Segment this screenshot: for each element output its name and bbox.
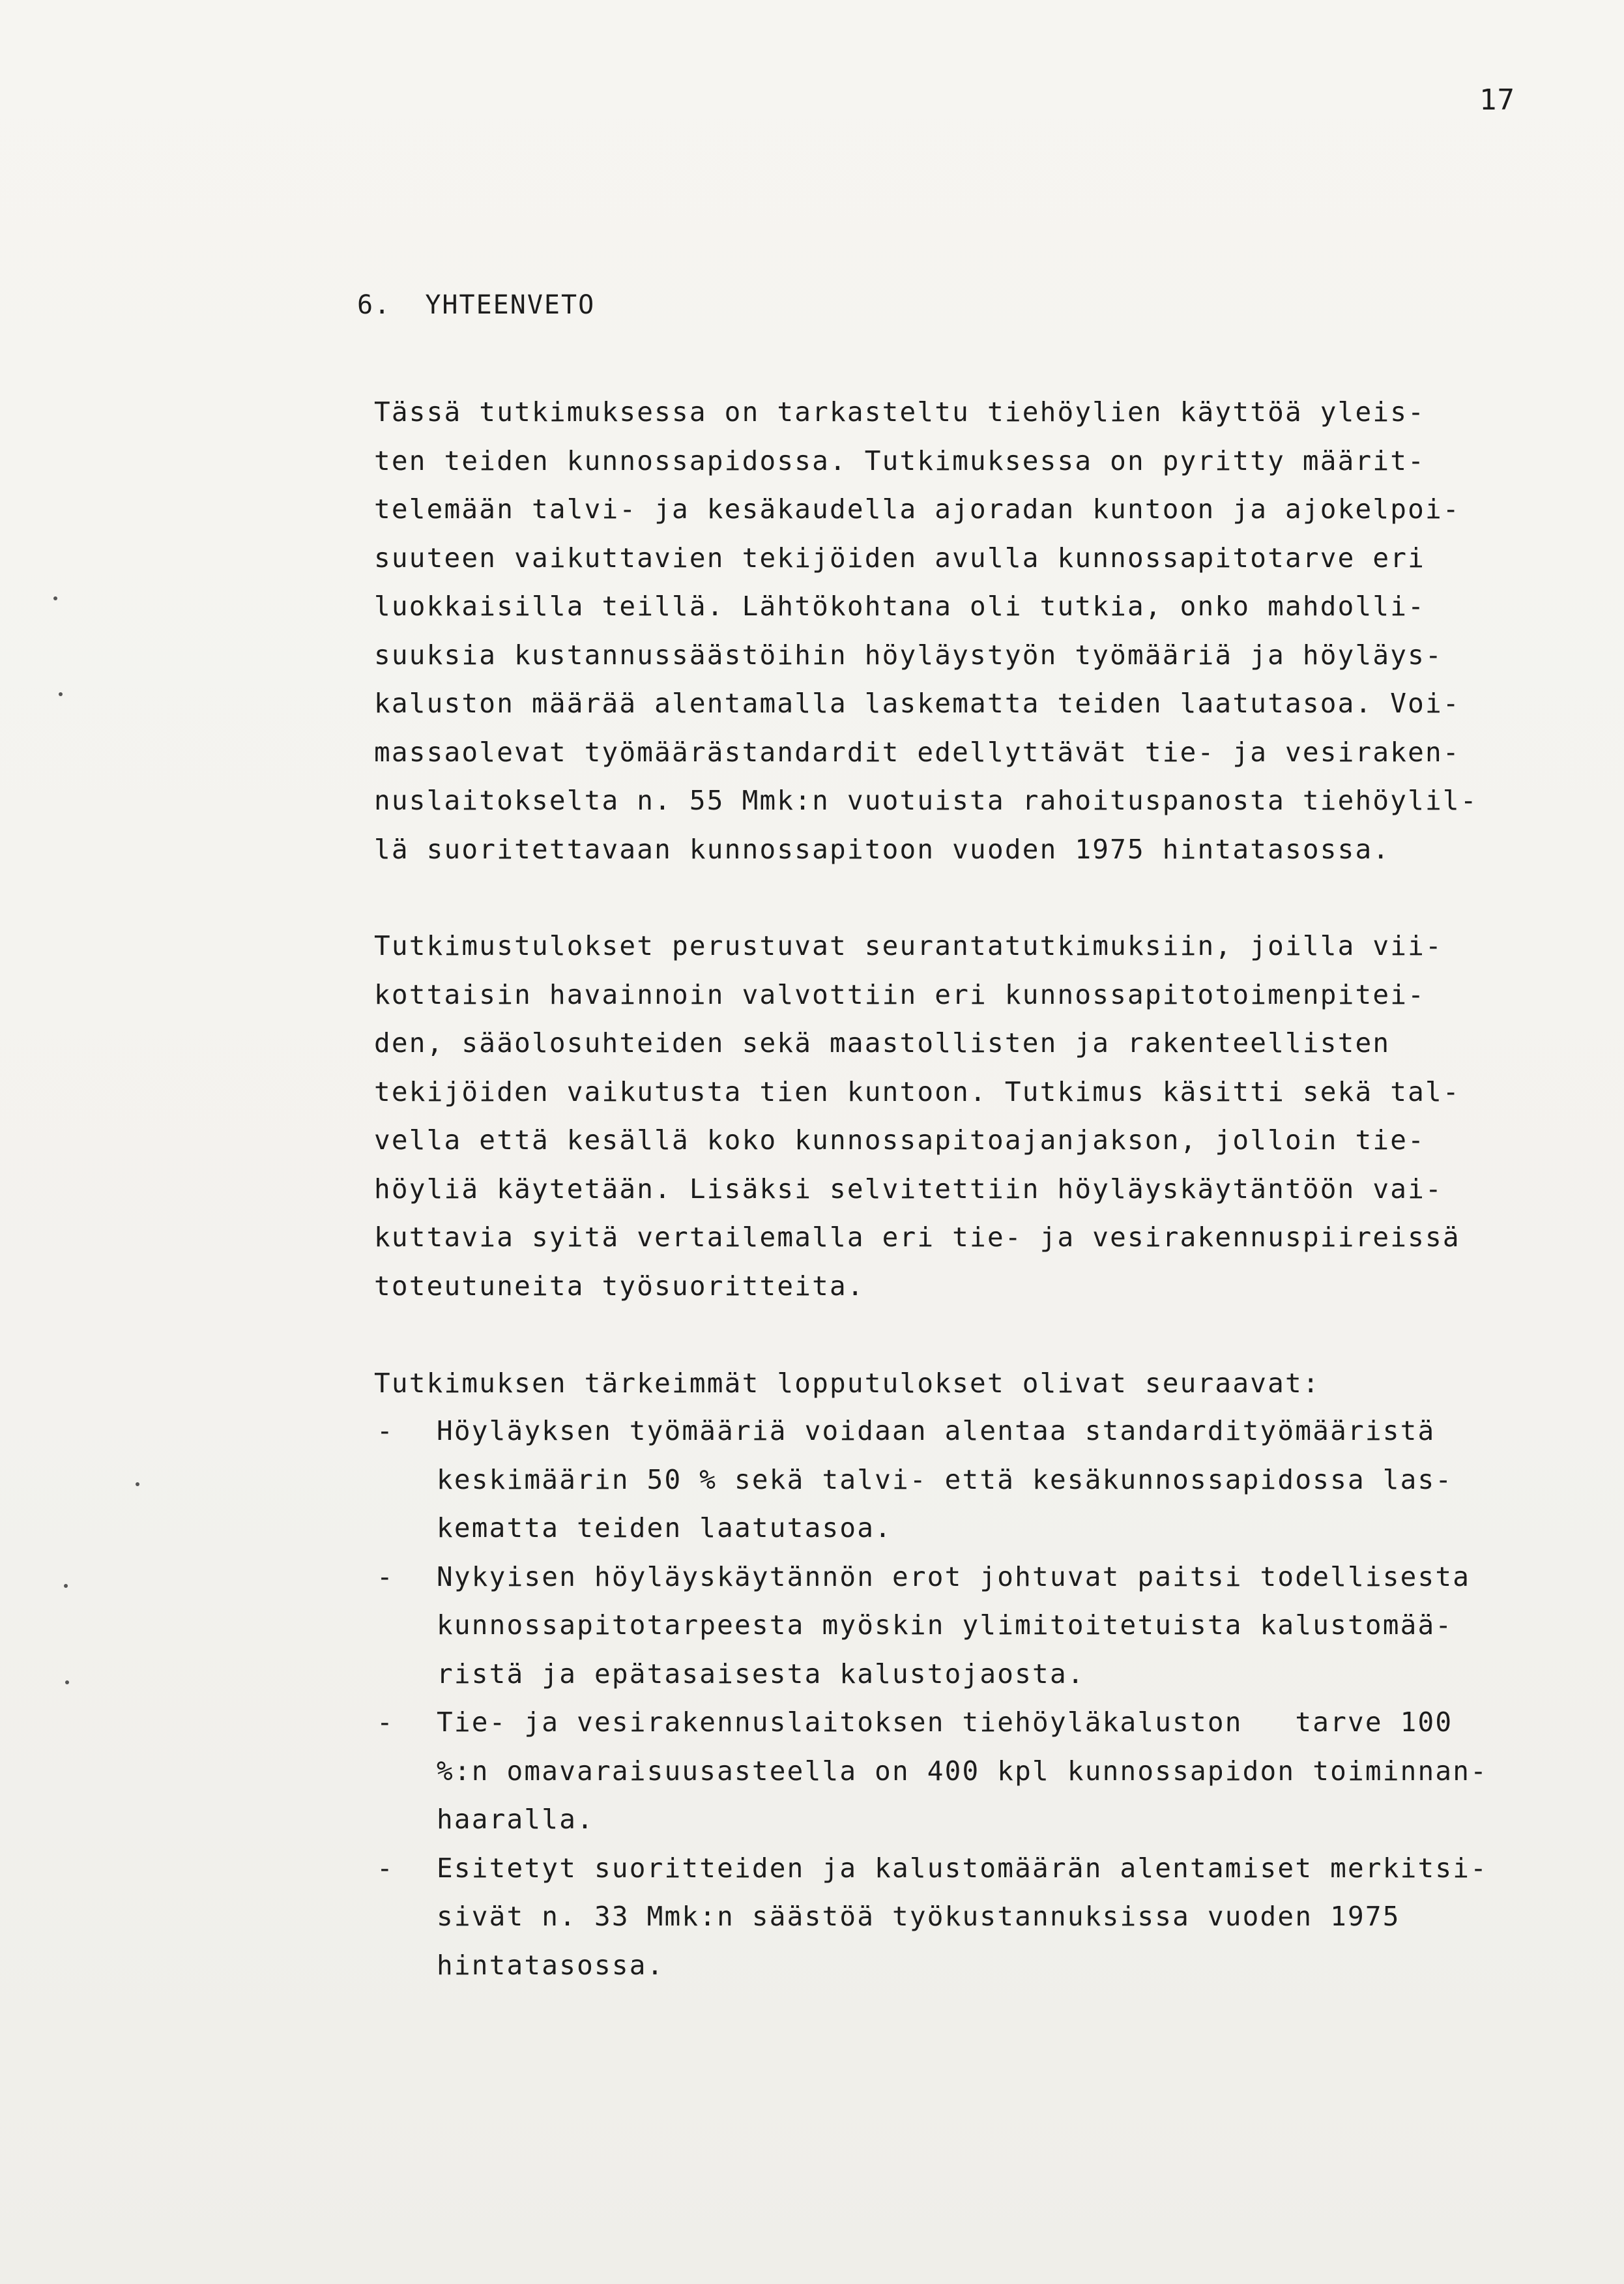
text-line: den, sääolosuhteiden sekä maastollisten ja rakenteellisten bbox=[374, 1027, 1391, 1059]
text-line: kunnossapitotarpeesta myöskin ylimitoitetuista kalustomää- bbox=[437, 1609, 1453, 1641]
text-line: Tie- ja vesirakennuslaitoksen tiehöyläkaluston tarve 100 bbox=[437, 1706, 1453, 1738]
text-line: suuteen vaikuttavien tekijöiden avulla kunnossapitotarve eri bbox=[374, 542, 1426, 574]
text-line: Tässä tutkimuksessa on tarkasteltu tiehöylien käyttöä yleis- bbox=[374, 396, 1426, 428]
paragraph-1 bbox=[374, 388, 1612, 873]
text-line: massaolevat työmäärästandardit edellyttävät tie- ja vesiraken- bbox=[374, 736, 1460, 768]
list-bullet: - bbox=[377, 1852, 393, 1884]
list-bullet: - bbox=[377, 1560, 393, 1592]
text-line: keskimäärin 50 % sekä talvi- että kesäkunnossapidossa las- bbox=[437, 1463, 1453, 1495]
text-line: kaluston määrää alentamalla laskematta teiden laatutasoa. Voi- bbox=[374, 688, 1460, 719]
text-line: ten teiden kunnossapidossa. Tutkimuksessa on pyritty määrit- bbox=[374, 445, 1426, 476]
scan-speck bbox=[65, 1680, 69, 1684]
text-line: nuslaitokselta n. 55 Mmk:n vuotuista rahoituspanosta tiehöylil- bbox=[374, 785, 1478, 816]
scan-speck bbox=[64, 1584, 68, 1588]
text-line: kuttavia syitä vertailemalla eri tie- ja vesirakennuspiireissä bbox=[374, 1222, 1460, 1253]
text-line: Esitetyt suoritteiden ja kalustomäärän alentamiset merkitsi- bbox=[437, 1852, 1488, 1884]
text-line: ristä ja epätasaisesta kalustojaosta. bbox=[437, 1658, 1085, 1690]
text-line: toteutuneita työsuoritteita. bbox=[374, 1270, 865, 1302]
scan-speck bbox=[136, 1482, 139, 1486]
text-line: haaralla. bbox=[437, 1804, 594, 1835]
list-item bbox=[374, 1698, 1612, 1844]
paragraph-3 bbox=[374, 1359, 1612, 1408]
section-heading bbox=[357, 290, 595, 320]
results-list bbox=[374, 1407, 1612, 1989]
text-line: kematta teiden laatutasoa. bbox=[437, 1512, 892, 1544]
list-item bbox=[374, 1553, 1612, 1699]
list-item bbox=[374, 1407, 1612, 1553]
text-line: luokkaisilla teillä. Lähtökohtana oli tutkia, onko mahdolli- bbox=[374, 591, 1426, 622]
section-title: YHTEENVETO bbox=[425, 290, 596, 320]
scan-speck bbox=[59, 692, 63, 696]
page-number: 17 bbox=[1479, 83, 1515, 117]
text-line: höyliä käytetään. Lisäksi selvitettiin höyläyskäytäntöön vai- bbox=[374, 1173, 1443, 1205]
section-number: 6. bbox=[357, 290, 392, 320]
text-line: telemään talvi- ja kesäkaudella ajoradan kuntoon ja ajokelpoi- bbox=[374, 493, 1460, 525]
text-line: Tutkimuksen tärkeimmät lopputulokset olivat seuraavat: bbox=[374, 1368, 1320, 1399]
text-line: hintatasossa. bbox=[437, 1949, 665, 1981]
list-bullet: - bbox=[377, 1415, 393, 1446]
text-line: %:n omavaraisuusasteella on 400 kpl kunnossapidon toiminnan- bbox=[437, 1755, 1488, 1787]
list-item bbox=[374, 1844, 1612, 1990]
text-line: kottaisin havainnoin valvottiin eri kunnossapitotoimenpitei- bbox=[374, 978, 1426, 1010]
paragraph-2 bbox=[374, 922, 1612, 1310]
list-bullet: - bbox=[377, 1706, 393, 1738]
text-line: vella että kesällä koko kunnossapitoajanjakson, jolloin tie- bbox=[374, 1124, 1426, 1156]
text-line: tekijöiden vaikutusta tien kuntoon. Tutkimus käsitti sekä tal- bbox=[374, 1076, 1460, 1107]
scan-speck bbox=[53, 596, 57, 600]
text-line: suuksia kustannussäästöihin höyläystyön työmääriä ja höyläys- bbox=[374, 639, 1443, 671]
text-line: sivät n. 33 Mmk:n säästöä työkustannuksissa vuoden 1975 bbox=[437, 1901, 1400, 1932]
text-line: Nykyisen höyläyskäytännön erot johtuvat paitsi todellisesta bbox=[437, 1560, 1471, 1592]
text-line: lä suoritettavaan kunnossapitoon vuoden 1975 hintatasossa. bbox=[374, 833, 1391, 865]
text-line: Tutkimustulokset perustuvat seurantatutkimuksiin, joilla vii- bbox=[374, 930, 1443, 961]
text-line: Höyläyksen työmääriä voidaan alentaa standardityömääristä bbox=[437, 1415, 1436, 1446]
